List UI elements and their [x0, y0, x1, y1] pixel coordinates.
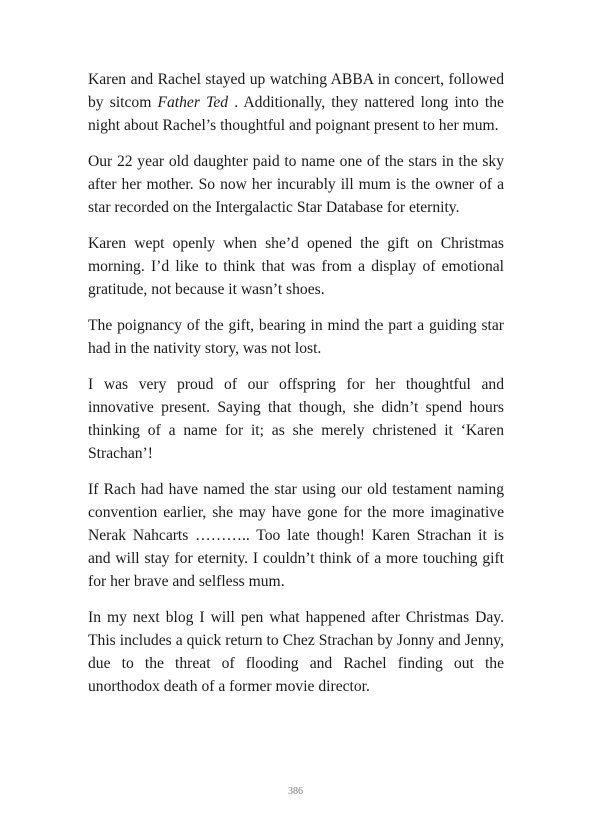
paragraph-3: Karen wept openly when she’d opened the gift on Christmas morning. I’d like to think that was from a display of emotional gratitude, not because it wasn’t shoes. [88, 235, 504, 298]
paragraph-1-text-after: . Additionally, they nattered long into the night about Rachel’s thoughtful and poignant present to her mum. [88, 94, 504, 134]
show-title-italic: Father Ted [157, 94, 229, 111]
paragraph-1-text-before: Karen and Rachel stayed up watching ABBA in concert, followed by sitcom [88, 71, 504, 111]
page-number: 386 [288, 786, 303, 797]
paragraph-2: Our 22 year old daughter paid to name one of the stars in the sky after her mother. So now her incurably ill mum is the owner of a star recorded on the Intergalactic Star Database for eternity. [88, 153, 504, 216]
paragraph-5: I was very proud of our offspring for her thoughtful and innovative present. Saying that though, she didn’t spend hours thinking of a name for it; as she merely christened it ‘Karen Strachan’! [88, 376, 504, 462]
paragraph-6: If Rach had have named the star using our old testament naming convention earlier, she may have gone for the more imaginative Nerak Nahcarts ……….. Too late though! Karen Strachan it is and will stay for eternity. I couldn’t think of a more touching gift for her brave and selfless mum. [88, 481, 504, 590]
paragraph-1 [88, 68, 504, 137]
paragraph-7: In my next blog I will pen what happened after Christmas Day. This includes a quick return to Chez Strachan by Jonny and Jenny, due to the threat of flooding and Rachel finding out the unorthodox death of a former movie director. [88, 609, 504, 695]
paragraph-4: The poignancy of the gift, bearing in mind the part a guiding star had in the nativity story, was not lost. [88, 317, 504, 357]
body-text [88, 68, 504, 711]
